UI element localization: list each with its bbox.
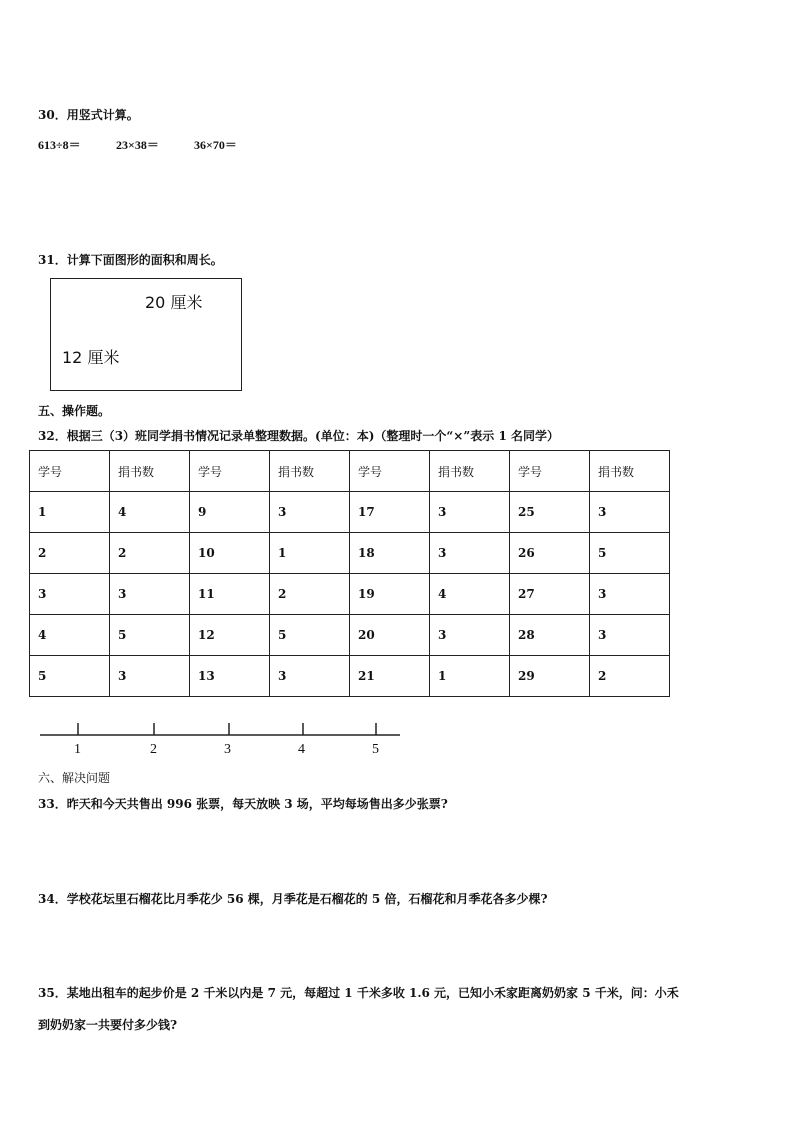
q35-text-line-2: 到奶奶家一共要付多少钱?	[38, 1018, 178, 1032]
table-cell: 3	[270, 492, 350, 533]
table-header-cell: 捐书数	[110, 451, 190, 492]
table-cell: 5	[110, 615, 190, 656]
table-cell: 3	[590, 492, 670, 533]
table-cell: 5	[270, 615, 350, 656]
rectangle-height-label: 12 厘米	[62, 348, 120, 367]
section-5-heading: 五、操作题。	[38, 404, 111, 418]
table-cell: 11	[190, 574, 270, 615]
table-cell: 1	[30, 492, 110, 533]
table-cell: 29	[510, 656, 590, 697]
table-cell: 4	[30, 615, 110, 656]
table-cell: 10	[190, 533, 270, 574]
table-cell: 3	[110, 656, 190, 697]
table-header-cell: 学号	[190, 451, 270, 492]
table-cell: 21	[350, 656, 430, 697]
table-cell: 20	[350, 615, 430, 656]
q33-text: 33．昨天和今天共售出 996 张票，每天放映 3 场，平均每场售出多少张票?	[38, 797, 448, 811]
table-cell: 3	[110, 574, 190, 615]
table-cell: 3	[430, 533, 510, 574]
table-cell: 5	[30, 656, 110, 697]
rectangle-width-label: 20 厘米	[145, 293, 203, 312]
table-cell: 2	[110, 533, 190, 574]
table-cell: 27	[510, 574, 590, 615]
table-cell: 3	[30, 574, 110, 615]
number-line-label: 4	[298, 742, 305, 757]
table-cell: 25	[510, 492, 590, 533]
table-cell: 19	[350, 574, 430, 615]
q30-expression-3: 36×70＝	[194, 138, 237, 152]
q35-text-line-1: 35．某地出租车的起步价是 2 千米以内是 7 元，每超过 1 千米多收 1.6 元，已知小禾家距离奶奶家 5 千米，问：小禾	[38, 986, 679, 1000]
table-header-cell: 学号	[510, 451, 590, 492]
table-header-cell: 学号	[30, 451, 110, 492]
section-6-heading: 六、解决问题	[38, 771, 111, 785]
number-line-label: 2	[150, 742, 157, 757]
table-cell: 4	[110, 492, 190, 533]
q30-expression-2: 23×38＝	[116, 138, 159, 152]
table-cell: 2	[270, 574, 350, 615]
q32-title: 32．根据三（3）班同学捐书情况记录单整理数据。(单位：本)（整理时一个“×”表示 1 名同学）	[38, 429, 559, 443]
table-cell: 5	[590, 533, 670, 574]
table-cell: 2	[30, 533, 110, 574]
q34-text: 34．学校花坛里石榴花比月季花少 56 棵，月季花是石榴花的 5 倍，石榴花和月季花各多少棵?	[38, 892, 548, 906]
table-cell: 2	[590, 656, 670, 697]
q31-title: 31．计算下面图形的面积和周长。	[38, 253, 223, 267]
table-cell: 17	[350, 492, 430, 533]
table-cell: 26	[510, 533, 590, 574]
table-cell: 3	[270, 656, 350, 697]
q30-title: 30．用竖式计算。	[38, 108, 139, 122]
table-header-cell: 捐书数	[270, 451, 350, 492]
table-cell: 28	[510, 615, 590, 656]
table-cell: 1	[270, 533, 350, 574]
table-cell: 18	[350, 533, 430, 574]
number-line-label: 5	[372, 742, 379, 757]
table-cell: 3	[430, 615, 510, 656]
table-cell: 3	[590, 574, 670, 615]
table-cell: 9	[190, 492, 270, 533]
table-cell: 12	[190, 615, 270, 656]
table-header-cell: 捐书数	[590, 451, 670, 492]
q30-expression-1: 613÷8＝	[38, 138, 81, 152]
table-cell: 3	[590, 615, 670, 656]
number-line-label: 1	[74, 742, 81, 757]
table-header-cell: 学号	[350, 451, 430, 492]
table-cell: 4	[430, 574, 510, 615]
number-line-label: 3	[224, 742, 231, 757]
table-cell: 13	[190, 656, 270, 697]
table-header-cell: 捐书数	[430, 451, 510, 492]
table-cell: 1	[430, 656, 510, 697]
table-cell: 3	[430, 492, 510, 533]
